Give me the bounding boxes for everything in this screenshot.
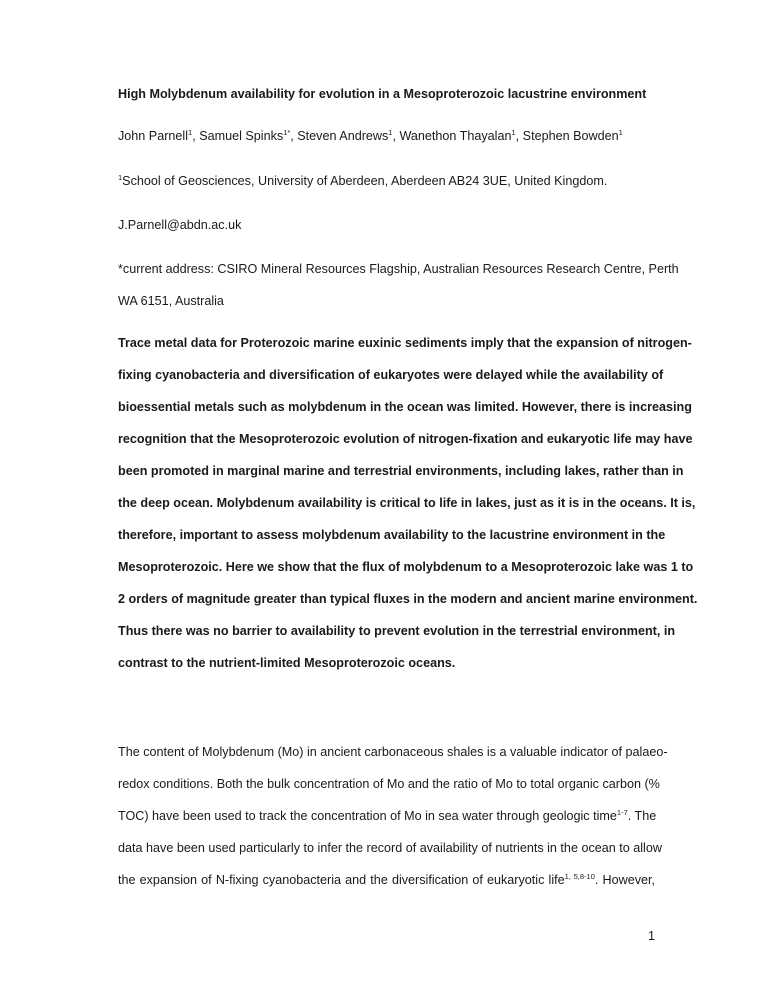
paper-title: High Molybdenum availability for evolution in a Mesoproterozoic lacustrine environment	[118, 87, 647, 101]
affiliation: $^1$School of Geosciences, University of Aberdeen, Aberdeen AB24 3UE, United Kingdom.	[118, 173, 608, 188]
author: John Parnell$^1$,	[118, 128, 200, 143]
body-line: TOC) have been used to track the concentration of Mo in sea water through geologic time$^{1-7}$. The	[118, 808, 657, 823]
current-address-line: *current address: CSIRO Mineral Resources Flagship, Australian Resources Research Centre, Perth	[118, 262, 679, 276]
page-number: 1	[647, 929, 655, 943]
author: Stephen Bowden$^1$	[522, 128, 623, 143]
body-line: redox conditions. Both the bulk concentration of Mo and the ratio of Mo to total organic carbon (%	[118, 777, 660, 791]
abstract-line: fixing cyanobacteria and diversification of eukaryotes were delayed while the availability of	[118, 368, 664, 382]
abstract-line: been promoted in marginal marine and terrestrial environments, including lakes, rather than in	[118, 464, 684, 478]
author-list	[118, 128, 655, 144]
abstract-line: contrast to the nutrient-limited Mesoproterozoic oceans.	[118, 656, 456, 670]
abstract-line: Trace metal data for Proterozoic marine euxinic sediments imply that the expansion of nitrogen-	[118, 336, 692, 350]
author: Samuel Spinks$^{1*}$,	[199, 128, 298, 143]
abstract-line: Thus there was no barrier to availability to prevent evolution in the terrestrial environment, in	[118, 624, 676, 638]
abstract-line: therefore, important to assess molybdenum availability to the lacustrine environment in the	[118, 528, 666, 542]
body-line: data have been used particularly to infer the record of availability of nutrients in the ocean to allow	[118, 841, 662, 855]
citation-superscript: 1-7	[616, 808, 628, 817]
abstract-line: 2 orders of magnitude greater than typical fluxes in the modern and ancient marine environment.	[118, 592, 698, 606]
corresponding-email[interactable]: J.Parnell@abdn.ac.uk	[118, 218, 242, 232]
body-line: The content of Molybdenum (Mo) in ancient carbonaceous shales is a valuable indicator of palaeo-	[118, 745, 668, 759]
abstract-line: Mesoproterozoic. Here we show that the flux of molybdenum to a Mesoproterozoic lake was 1 to	[118, 560, 694, 574]
abstract-line: recognition that the Mesoproterozoic evolution of nitrogen-fixation and eukaryotic life may have	[118, 432, 693, 446]
author: Wanethon Thayalan$^1$,	[399, 128, 523, 143]
author: Steven Andrews$^1$,	[297, 128, 400, 143]
citation-superscript: 1, 5,8-10	[564, 872, 595, 881]
body-line: the expansion of N-fixing cyanobacteria and the diversification of eukaryotic life$^{1, 5,8-10}$. However,	[118, 872, 656, 887]
abstract-line: the deep ocean. Molybdenum availability is critical to life in lakes, just as it is in the oceans. It is,	[118, 496, 696, 510]
current-address-line: WA 6151, Australia	[118, 294, 224, 308]
abstract-line: bioessential metals such as molybdenum in the ocean was limited. However, there is increasing	[118, 400, 692, 414]
